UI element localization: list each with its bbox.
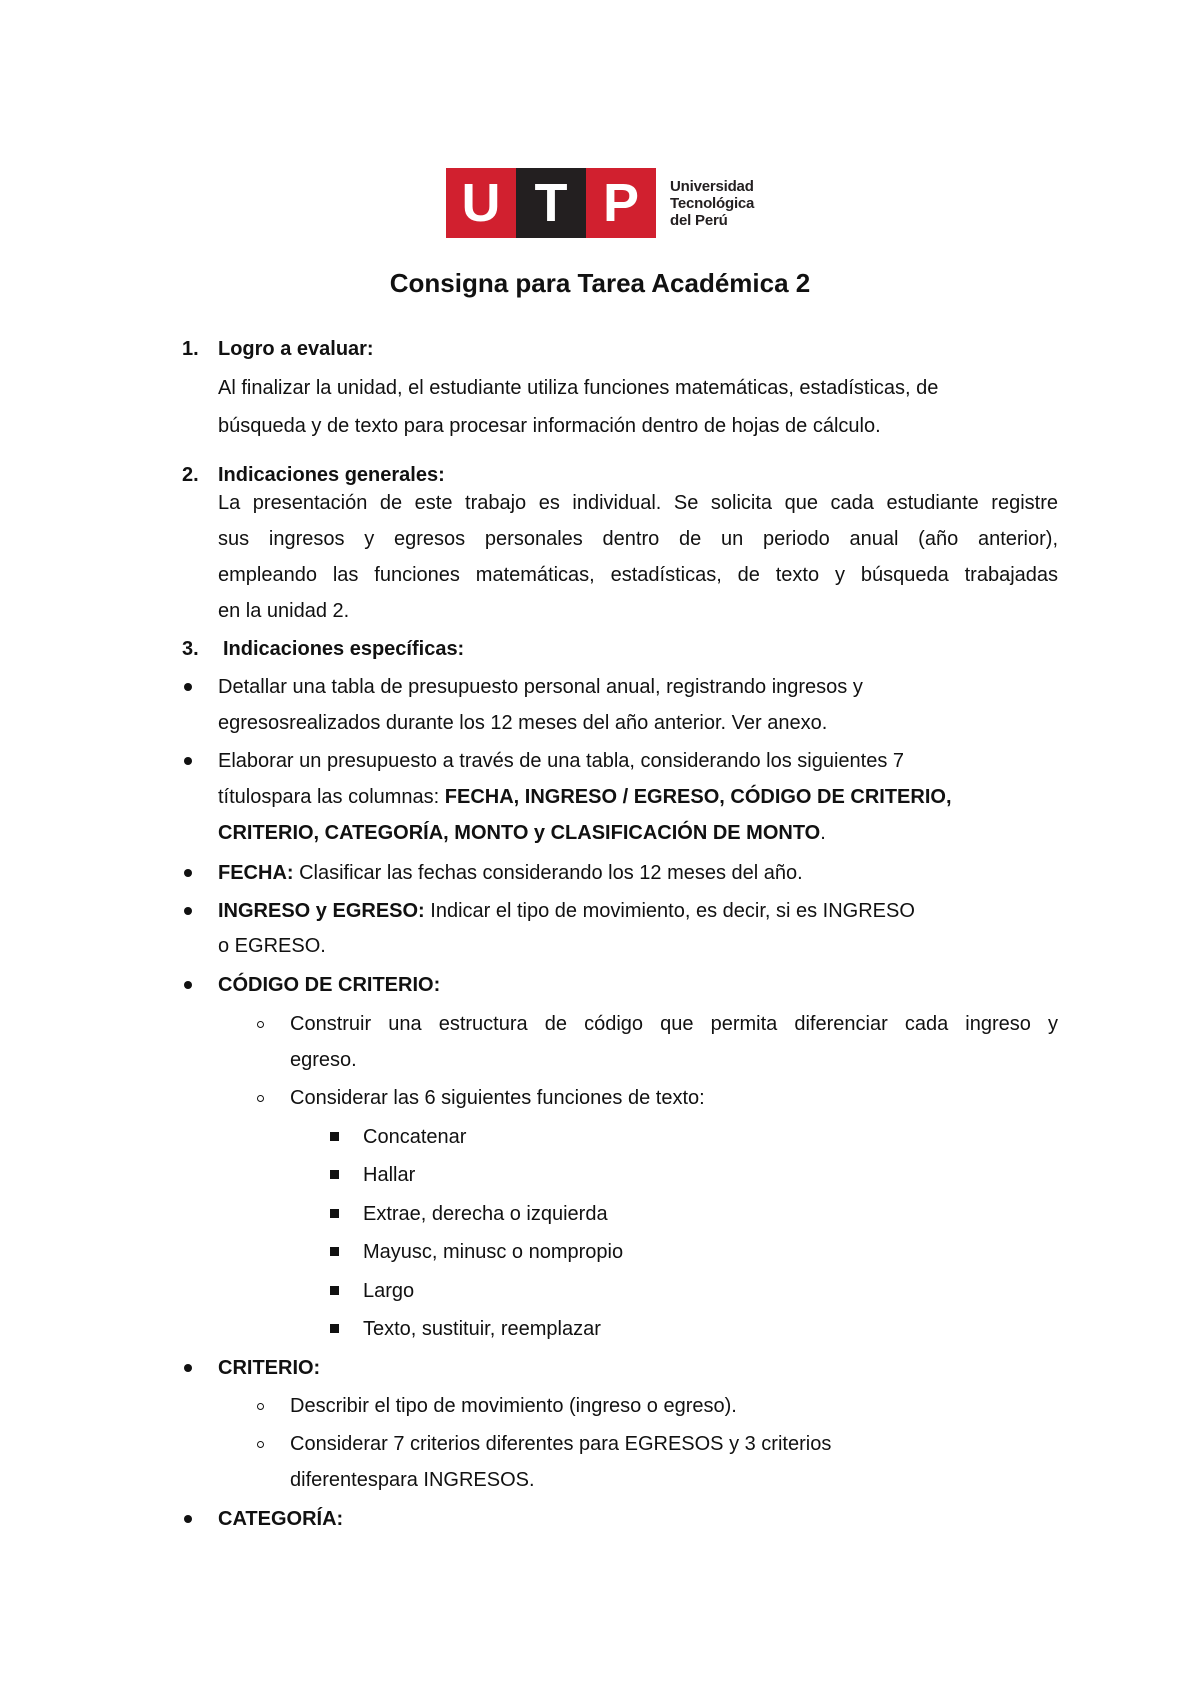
section-1-number: 1. (182, 338, 199, 360)
logo-name-line-1: Universidad (670, 177, 754, 195)
logo-university-name (670, 178, 754, 229)
section-2-line-3: empleando las funciones matemáticas, estadísticas, de texto y búsqueda trabajadas (218, 564, 1058, 586)
bullet-3 (218, 861, 803, 885)
section-1-line-1: Al finalizar la unidad, el estudiante utiliza funciones matemáticas, estadísticas, de (218, 377, 939, 399)
bullet-5-sub-1-line-1: Construir una estructura de código que permita diferenciar cada ingreso y (290, 1013, 1058, 1035)
bullet-2-line-3-columns: CRITERIO, CATEGORÍA, MONTO y CLASIFICACIÓN DE MONTO (218, 822, 821, 844)
section-2-line-2: sus ingresos y egresos personales dentro de un periodo anual (año anterior), (218, 528, 1058, 550)
bullet-5-label: CÓDIGO DE CRITERIO: (218, 974, 441, 996)
logo-letter-t: T (516, 168, 586, 238)
logo-letter-u: U (446, 168, 516, 238)
bullet-2-line-2-columns: FECHA, INGRESO / EGRESO, CÓDIGO DE CRITERIO, (444, 786, 952, 808)
circle-bullet-icon (257, 1012, 264, 1036)
bullet-7-label: CATEGORÍA: (218, 1508, 344, 1530)
utp-logo (446, 168, 754, 238)
bullet-icon (184, 1356, 192, 1380)
bullet-6-sub-2-line-2: diferentespara INGRESOS. (290, 1469, 535, 1491)
function-item-extrae: Extrae, derecha o izquierda (363, 1203, 608, 1225)
square-bullet-icon (330, 1125, 339, 1149)
logo-name-line-2: Tecnológica (670, 194, 755, 212)
bullet-1-line-1: Detallar una tabla de presupuesto personal anual, registrando ingresos y (218, 676, 863, 698)
section-2-line-4: en la unidad 2. (218, 600, 350, 622)
circle-bullet-icon (257, 1394, 264, 1418)
section-3-number: 3. (182, 638, 199, 660)
bullet-icon (184, 861, 192, 885)
square-bullet-icon (330, 1240, 339, 1264)
square-bullet-icon (330, 1279, 339, 1303)
bullet-icon (184, 675, 192, 699)
bullet-2-line-1: Elaborar un presupuesto a través de una tabla, considerando los siguientes 7 (218, 750, 905, 772)
logo-letter-p: P (586, 168, 656, 238)
section-2-line-1: La presentación de este trabajo es individual. Se solicita que cada estudiante registre (218, 492, 1058, 514)
bullet-icon (184, 1507, 192, 1531)
bullet-4-line-2: o EGRESO. (218, 935, 326, 957)
bullet-2-line-2-text: títulospara las columnas: (218, 786, 445, 808)
bullet-3-label: FECHA: (218, 862, 294, 884)
bullet-2-line-3 (218, 821, 826, 845)
bullet-6-label: CRITERIO: (218, 1357, 321, 1379)
function-item-texto: Texto, sustituir, reemplazar (363, 1318, 601, 1340)
circle-bullet-icon (257, 1086, 264, 1110)
bullet-6-sub-2-line-1: Considerar 7 criterios diferentes para EGRESOS y 3 criterios (290, 1433, 832, 1455)
square-bullet-icon (330, 1163, 339, 1187)
bullet-6-sub-1: Describir el tipo de movimiento (ingreso o egreso). (290, 1395, 737, 1417)
bullet-5-sub-2: Considerar las 6 siguientes funciones de texto: (290, 1087, 705, 1109)
bullet-2-line-3-end: . (820, 822, 826, 844)
bullet-icon (184, 973, 192, 997)
bullet-4-label: INGRESO y EGRESO: (218, 900, 425, 922)
bullet-4-line-1 (218, 899, 915, 923)
bullet-4-text: Indicar el tipo de movimiento, es decir, si es INGRESO (424, 900, 915, 922)
bullet-5-sub-1-line-2: egreso. (290, 1049, 357, 1071)
function-item-hallar: Hallar (363, 1164, 416, 1186)
bullet-2-line-2 (218, 785, 952, 809)
function-item-largo: Largo (363, 1280, 415, 1302)
document-title: Consigna para Tarea Académica 2 (389, 268, 811, 298)
bullet-icon (184, 749, 192, 773)
logo-name-line-3: del Perú (670, 211, 728, 229)
function-item-mayusc: Mayusc, minusc o nompropio (363, 1241, 624, 1263)
square-bullet-icon (330, 1202, 339, 1226)
section-2-heading: Indicaciones generales: (218, 464, 445, 486)
bullet-icon (184, 899, 192, 923)
bullet-1-line-2: egresosrealizados durante los 12 meses del año anterior. Ver anexo. (218, 712, 828, 734)
square-bullet-icon (330, 1317, 339, 1341)
section-2-number: 2. (182, 464, 199, 486)
bullet-3-text: Clasificar las fechas considerando los 12 meses del año. (293, 862, 803, 884)
circle-bullet-icon (257, 1432, 264, 1456)
section-1-line-2: búsqueda y de texto para procesar información dentro de hojas de cálculo. (218, 415, 881, 437)
function-item-concatenar: Concatenar (363, 1126, 467, 1148)
section-3-heading: Indicaciones específicas: (223, 638, 465, 660)
section-1-heading: Logro a evaluar: (218, 338, 374, 360)
